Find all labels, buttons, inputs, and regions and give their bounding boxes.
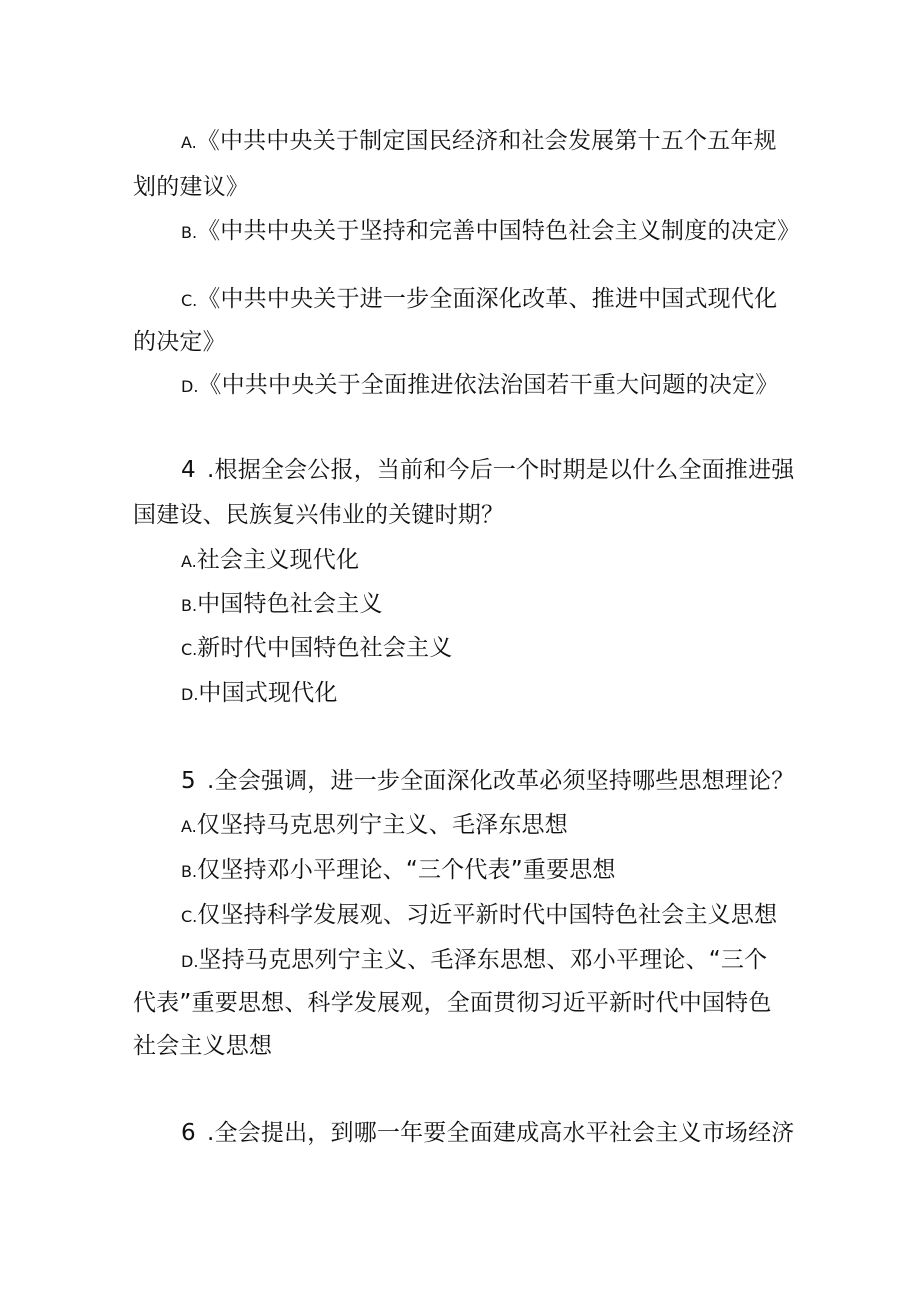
q5-option-d-label: D. xyxy=(181,952,199,971)
q5-option-b-text: 仅坚持邓小平理论、“三个代表”重要思想 xyxy=(197,857,616,883)
q3-option-a-text-line2: 划的建议》 xyxy=(133,174,249,200)
q4-stem-line2: 国建设、民族复兴伟业的关键时期？ xyxy=(133,502,505,528)
q4-option-b-text: 中国特色社会主义 xyxy=(197,591,383,617)
q6-stem xyxy=(181,1118,841,1148)
q3-option-d-text: 《中共中央关于全面推进依法治国若干重大问题的决定》 xyxy=(198,372,779,398)
q5-option-d-text-line1: 坚持马克思列宁主义、毛泽东思想、邓小平理论、“三个 xyxy=(198,947,768,973)
q4-number: 4 xyxy=(181,457,196,483)
q3-option-a-text-line1: 《中共中央关于制定国民经济和社会发展第十五个五年规 xyxy=(196,128,777,154)
q5-option-c xyxy=(181,900,841,932)
q4-option-d-text: 中国式现代化 xyxy=(198,680,338,706)
q5-option-d xyxy=(181,945,841,977)
q5-stem xyxy=(181,766,841,796)
q3-option-c-label: C. xyxy=(181,291,198,310)
q5-option-b xyxy=(181,855,841,887)
q4-stem-line1: .根据全会公报，当前和今后一个时期是以什么全面推进强 xyxy=(207,457,795,483)
q6-number: 6 xyxy=(181,1120,196,1146)
q5-option-d-text-line2: 代表”重要思想、科学发展观，全面贯彻习近平新时代中国特色 xyxy=(133,990,772,1016)
q5-option-c-text: 仅坚持科学发展观、习近平新时代中国特色社会主义思想 xyxy=(197,902,778,928)
q5-option-a-text: 仅坚持马克思列宁主义、毛泽东思想 xyxy=(196,812,568,838)
q3-option-d-label: D. xyxy=(181,377,199,396)
q4-option-a xyxy=(181,545,841,577)
q3-option-b xyxy=(181,216,841,248)
q3-option-b-label: B. xyxy=(181,223,198,242)
q4-option-d-label: D. xyxy=(181,685,199,704)
q3-option-a-label: A. xyxy=(181,133,197,152)
q3-option-b-text: 《中共中央关于坚持和完善中国特色社会主义制度的决定》 xyxy=(197,218,801,244)
q5-option-b-label: B. xyxy=(181,862,198,881)
q6-stem-line1: .全会提出，到哪一年要全面建成高水平社会主义市场经济 xyxy=(207,1120,795,1146)
q4-option-c-text: 新时代中国特色社会主义 xyxy=(197,635,453,661)
q4-stem xyxy=(181,455,841,485)
q4-option-a-text: 社会主义现代化 xyxy=(196,547,360,573)
q4-option-b xyxy=(181,589,841,621)
q5-option-a-label: A. xyxy=(181,817,197,836)
q5-number: 5 xyxy=(181,768,196,794)
q4-option-d xyxy=(181,678,841,710)
q3-option-c-text-line2: 的决定》 xyxy=(133,329,226,355)
q4-option-c xyxy=(181,633,841,665)
q3-option-a xyxy=(181,126,841,158)
q3-option-c xyxy=(181,284,841,316)
q5-option-a xyxy=(181,810,841,842)
q4-option-a-label: A. xyxy=(181,552,197,571)
q5-option-c-label: C. xyxy=(181,907,198,926)
q5-stem-text: .全会强调，进一步全面深化改革必须坚持哪些思想理论？ xyxy=(207,768,795,794)
q4-option-b-label: B. xyxy=(181,596,198,615)
q3-option-d xyxy=(181,370,841,402)
q3-option-c-text-line1: 《中共中央关于进一步全面深化改革、推进中国式现代化 xyxy=(197,286,778,312)
q4-option-c-label: C. xyxy=(181,640,198,659)
q5-option-d-text-line3: 社会主义思想 xyxy=(133,1033,273,1059)
